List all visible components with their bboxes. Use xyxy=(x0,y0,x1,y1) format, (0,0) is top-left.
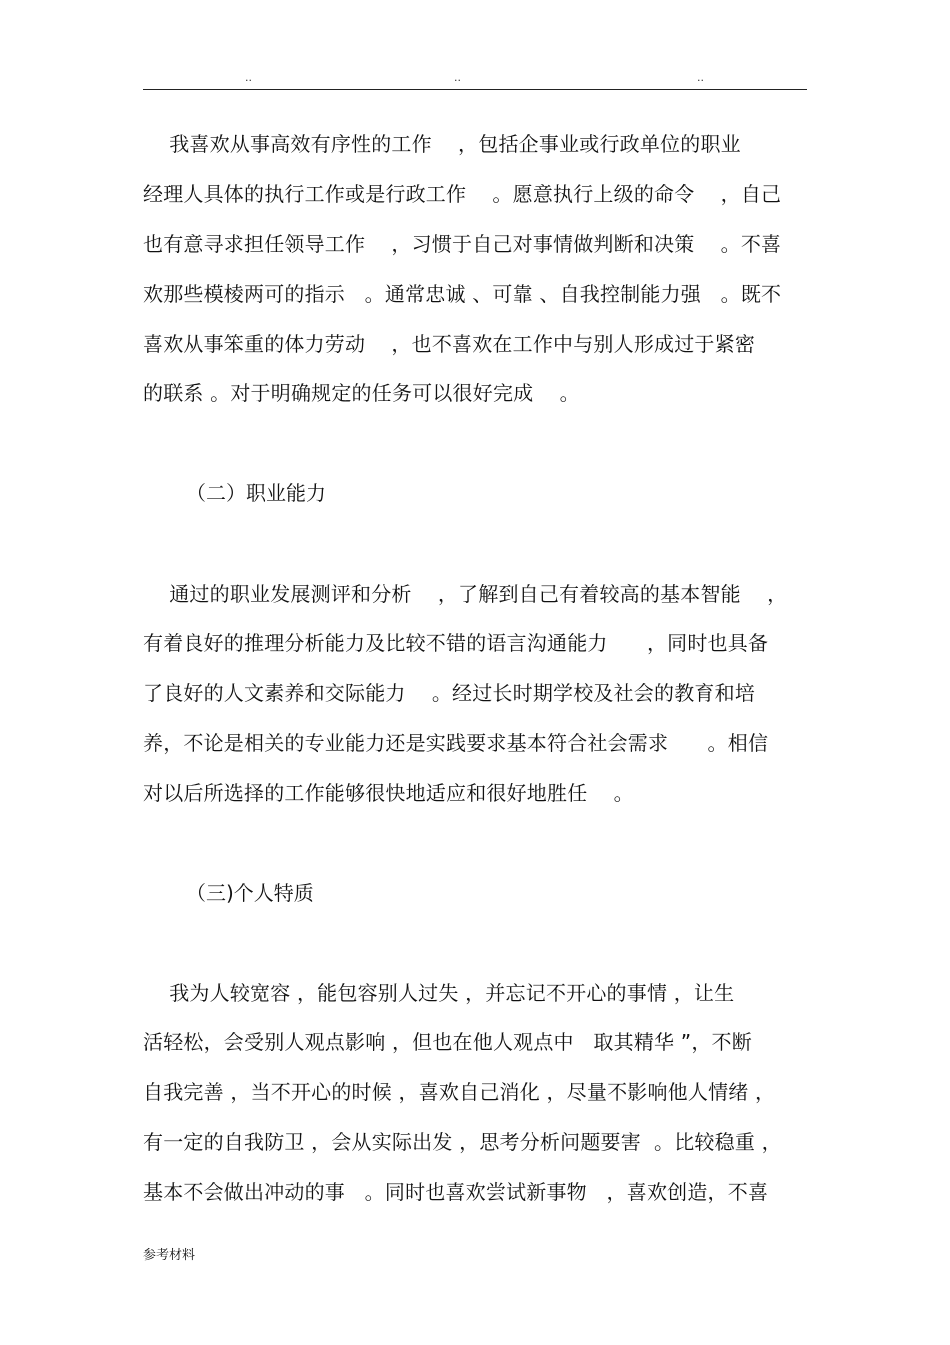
paragraph-line: 的联系 。对于明确规定的任务可以很好完成 。 xyxy=(143,381,580,405)
paragraph-line: 有着良好的推理分析能力及比较不错的语言沟通能力 ，同时也具备 xyxy=(143,631,769,655)
footer-text: 参考材料 xyxy=(143,1248,196,1263)
section-heading: （二）职业能力 xyxy=(186,481,326,505)
header-mark: .. xyxy=(697,71,704,84)
paragraph-line: 了良好的人文素养和交际能力 。经过长时期学校及社会的教育和培 xyxy=(143,681,756,705)
paragraph-line: 活轻松，会受别人观点影响 ，但也在他人观点中 取其精华 ”，不断 xyxy=(143,1030,752,1054)
header-rule xyxy=(143,89,807,90)
paragraph-line: 自我完善 ，当不开心的时候 ，喜欢自己消化 ，尽量不影响他人情绪 ， xyxy=(143,1080,776,1104)
header-mark: .. xyxy=(245,71,252,84)
paragraph-line: 也有意寻求担任领导工作 ，习惯于自己对事情做判断和决策 。不喜 xyxy=(143,232,782,256)
section-heading: （三)个人特质 xyxy=(186,881,314,905)
paragraph-line: 基本不会做出冲动的事 。同时也喜欢尝试新事物 ，喜欢创造，不喜 xyxy=(143,1180,769,1204)
header-mark: .. xyxy=(454,71,461,84)
paragraph-line: 欢那些模棱两可的指示 。通常忠诚 、可靠 、自我控制能力强 。既不 xyxy=(143,282,782,306)
paragraph-line: 我为人较宽容 ，能包容别人过失 ，并忘记不开心的事情 ，让生 xyxy=(143,981,735,1005)
paragraph-line: 经理人具体的执行工作或是行政工作 。愿意执行上级的命令 ，自己 xyxy=(143,182,782,206)
paragraph-line: 有一定的自我防卫 ，会从实际出发 ，思考分析问题要害 。比较稳重 ， xyxy=(143,1130,782,1154)
paragraph-line: 我喜欢从事高效有序性的工作 ，包括企事业或行政单位的职业 xyxy=(143,132,741,156)
paragraph-line: 养，不论是相关的专业能力还是实践要求基本符合社会需求 。相信 xyxy=(143,731,769,755)
paragraph-line: 对以后所选择的工作能够很快地适应和很好地胜任 。 xyxy=(143,781,634,805)
paragraph-line: 通过的职业发展测评和分析 ，了解到自己有着较高的基本智能 ， xyxy=(143,582,788,606)
paragraph-line: 喜欢从事笨重的体力劳动 ，也不喜欢在工作中与别人形成过于紧密 xyxy=(143,332,756,356)
